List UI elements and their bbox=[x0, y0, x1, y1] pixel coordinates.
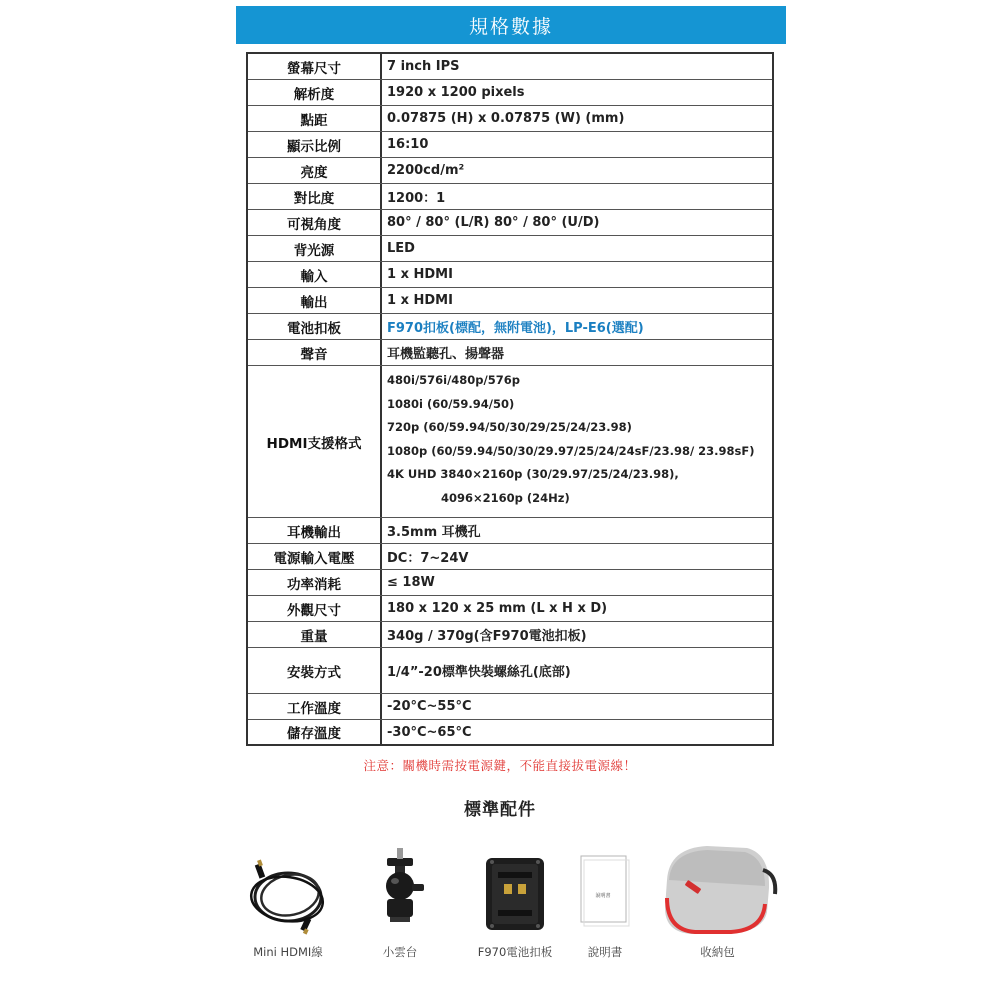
spec-header-bar bbox=[236, 6, 786, 44]
spec-row-power-input bbox=[248, 544, 772, 570]
spec-value: 340g / 370g(含F970電池扣板) bbox=[387, 629, 587, 644]
hdmi-format-line: 480i/576i/480p/576p bbox=[387, 373, 520, 387]
spec-value: 7 inch IPS bbox=[387, 59, 460, 74]
spec-row-storage-temp bbox=[248, 720, 772, 744]
spec-label: 功率消耗 bbox=[287, 576, 341, 593]
spec-label: 背光源 bbox=[293, 242, 335, 259]
spec-value: 1 x HDMI bbox=[387, 267, 453, 282]
spec-value: 3.5mm 耳機孔 bbox=[387, 525, 481, 540]
spec-label: 安裝方式 bbox=[287, 664, 341, 681]
spec-value: 1/4”-20標準快裝螺絲孔(底部) bbox=[387, 665, 571, 680]
hdmi-cable-icon bbox=[243, 840, 333, 940]
spec-value: -30°C~65°C bbox=[387, 724, 472, 740]
spec-label: 點距 bbox=[300, 112, 328, 129]
spec-label: 電池扣板 bbox=[287, 320, 341, 337]
accessory-label: 說明書 bbox=[587, 945, 623, 959]
spec-value: F970扣板(標配，無附電池)，LP-E6(選配) bbox=[387, 321, 644, 336]
hdmi-format-line: 4096×2160p (24Hz) bbox=[441, 490, 570, 505]
hdmi-format-line: 720p (60/59.94/50/30/29/25/24/23.98) bbox=[387, 420, 632, 434]
accessories-title: 標準配件 bbox=[464, 800, 536, 820]
accessory-label: Mini HDMI線 bbox=[253, 945, 323, 959]
accessory-label: F970電池扣板 bbox=[477, 945, 553, 959]
accessory-battery-plate bbox=[477, 840, 553, 965]
spec-row-resolution bbox=[248, 80, 772, 106]
accessory-manual bbox=[575, 840, 635, 965]
spec-row-contrast bbox=[248, 184, 772, 210]
spec-value: -20°C~55°C bbox=[387, 699, 472, 714]
ball-head-icon bbox=[370, 840, 430, 940]
spec-value: 2200cd/m² bbox=[387, 163, 465, 178]
spec-row-battery-plate bbox=[248, 314, 772, 340]
spec-value: 180 x 120 x 25 mm (L x H x D) bbox=[387, 601, 608, 616]
spec-row-weight bbox=[248, 622, 772, 648]
spec-label: HDMI支援格式 bbox=[266, 435, 362, 452]
spec-label: 對比度 bbox=[293, 190, 335, 207]
spec-row-dimensions bbox=[248, 596, 772, 622]
spec-header-title: 規格數據 bbox=[468, 15, 553, 38]
manual-icon bbox=[575, 840, 635, 940]
spec-row-brightness bbox=[248, 158, 772, 184]
spec-row-hdmi-formats bbox=[248, 366, 772, 518]
spec-label: 顯示比例 bbox=[287, 138, 341, 155]
accessory-label: 小雲台 bbox=[382, 945, 418, 959]
spec-row-screen-size bbox=[248, 54, 772, 80]
spec-value: DC：7~24V bbox=[387, 551, 469, 566]
spec-label: 輸出 bbox=[300, 294, 328, 311]
spec-row-input bbox=[248, 262, 772, 288]
spec-label: 亮度 bbox=[300, 164, 328, 181]
spec-row-viewing-angle bbox=[248, 210, 772, 236]
accessory-ball-head bbox=[370, 840, 430, 965]
spec-value: 16:10 bbox=[387, 137, 429, 152]
spec-row-power-consumption bbox=[248, 570, 772, 596]
carry-case-icon bbox=[655, 840, 780, 940]
spec-row-backlight bbox=[248, 236, 772, 262]
spec-row-output bbox=[248, 288, 772, 314]
spec-label: 工作溫度 bbox=[287, 700, 341, 717]
spec-row-audio bbox=[248, 340, 772, 366]
spec-label: 耳機輸出 bbox=[287, 524, 341, 541]
spec-value: 1920 x 1200 pixels bbox=[387, 85, 525, 100]
accessory-carry-case bbox=[655, 840, 780, 965]
battery-plate-icon bbox=[480, 840, 550, 940]
spec-value: 0.07875 (H) x 0.07875 (W) (mm) bbox=[387, 111, 625, 126]
spec-value: ≤ 18W bbox=[387, 575, 435, 590]
spec-value: 80° / 80° (L/R) 80° / 80° (U/D) bbox=[387, 215, 600, 230]
spec-value: 耳機監聽孔、揚聲器 bbox=[387, 347, 505, 362]
hdmi-format-list bbox=[387, 366, 768, 517]
accessory-hdmi-cable bbox=[243, 840, 333, 965]
spec-label: 聲音 bbox=[300, 346, 328, 363]
hdmi-format-line: 1080p (60/59.94/50/30/29.97/25/24/24sF/23.98/ 23.98sF) bbox=[387, 443, 755, 458]
spec-row-mounting bbox=[248, 648, 772, 694]
manual-cover-text: 說明書 bbox=[595, 893, 611, 899]
spec-label: 儲存溫度 bbox=[287, 726, 341, 742]
spec-label: 螢幕尺寸 bbox=[287, 60, 341, 77]
spec-row-pixel-pitch bbox=[248, 106, 772, 132]
spec-table bbox=[246, 52, 774, 746]
spec-label: 輸入 bbox=[300, 268, 328, 285]
spec-row-headphone bbox=[248, 518, 772, 544]
accessory-label: 收納包 bbox=[700, 945, 735, 959]
spec-value: LED bbox=[387, 241, 415, 256]
hdmi-format-line: 1080i (60/59.94/50) bbox=[387, 396, 515, 411]
power-warning-notice: 注意：關機時需按電源鍵，不能直接拔電源線！ bbox=[363, 758, 637, 773]
spec-row-operating-temp bbox=[248, 694, 772, 720]
spec-row-aspect-ratio bbox=[248, 132, 772, 158]
spec-value: 1 x HDMI bbox=[387, 293, 453, 308]
spec-label: 解析度 bbox=[293, 86, 335, 103]
hdmi-format-line: 4K UHD 3840×2160p (30/29.97/25/24/23.98), bbox=[387, 467, 679, 481]
spec-label: 電源輸入電壓 bbox=[273, 550, 355, 567]
spec-value: 1200：1 bbox=[387, 191, 446, 206]
spec-label: 重量 bbox=[300, 628, 328, 645]
spec-label: 可視角度 bbox=[287, 216, 341, 233]
spec-label: 外觀尺寸 bbox=[287, 602, 341, 619]
